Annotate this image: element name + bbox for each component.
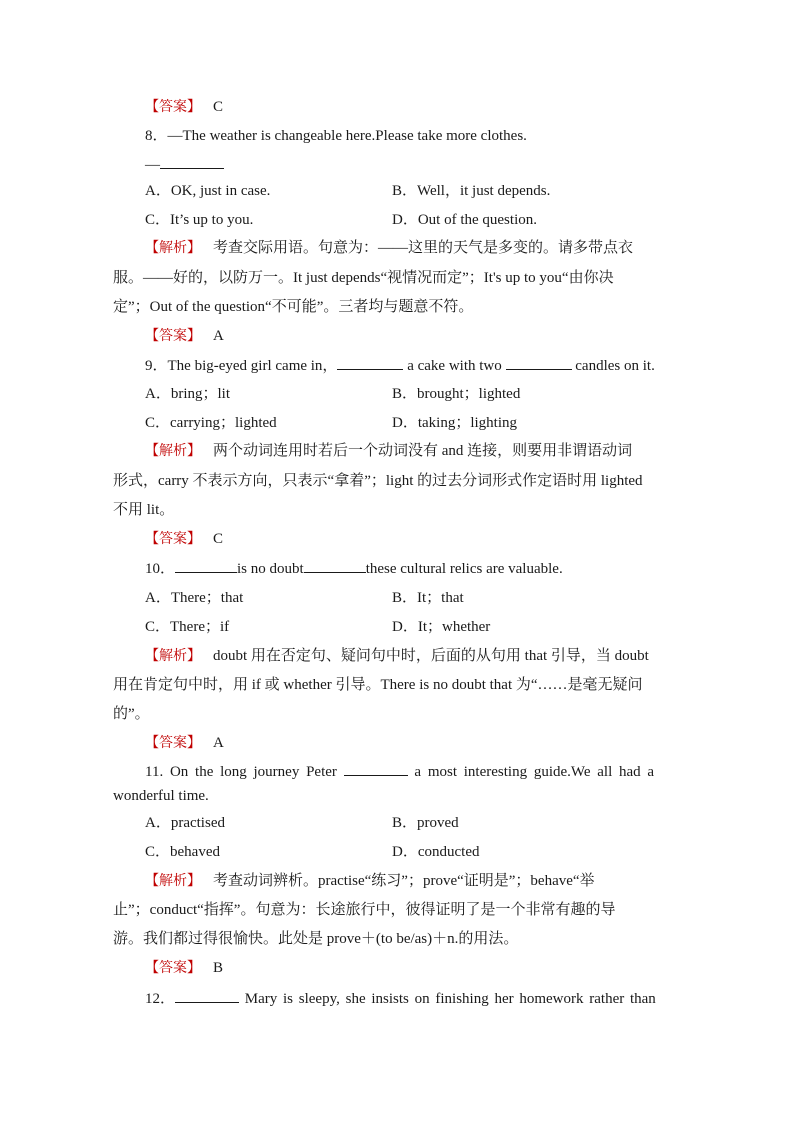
answer-blank xyxy=(506,355,572,370)
answer-blank xyxy=(175,988,239,1003)
option-c: C．There；if xyxy=(145,619,230,635)
analysis-text: 的”。 xyxy=(113,706,150,722)
question-12-stem xyxy=(145,988,681,1009)
stem-part: is no doubt xyxy=(237,561,304,577)
question-10-stem xyxy=(145,558,681,579)
reply-dash: — xyxy=(145,157,160,173)
analysis-text: 定”；Out of the question“不可能”。三者均与题意不符。 xyxy=(113,299,474,315)
answer-line xyxy=(145,97,681,117)
stem-part: 11. On the long journey Peter xyxy=(145,764,344,780)
answer-blank xyxy=(304,558,366,573)
answer-blank xyxy=(337,355,403,370)
answer-line xyxy=(145,733,681,753)
stem-part: candles on it. xyxy=(571,358,655,374)
option-a: A．practised xyxy=(145,815,225,831)
answer-tag: 【答案】 xyxy=(145,328,201,344)
analysis-line xyxy=(145,646,681,666)
option-a: A．bring；lit xyxy=(145,386,230,402)
stem-part: Mary is sleepy, she insists on finishing her homework rather than xyxy=(239,991,656,1007)
answer-tag: 【答案】 xyxy=(145,960,201,976)
answer-tag: 【答案】 xyxy=(145,531,201,547)
analysis-text: 考查交际用语。句意为：——这里的天气是多变的。请多带点衣 xyxy=(213,240,634,256)
option-d: D．Out of the question. xyxy=(392,212,537,228)
answer-value: C xyxy=(213,531,224,547)
analysis-text: 不用 lit。 xyxy=(113,502,175,518)
option-c: C．carrying；lighted xyxy=(145,415,277,431)
answer-tag: 【答案】 xyxy=(145,735,201,751)
option-c: C．behaved xyxy=(145,844,220,860)
analysis-text: 考查动词辨析。practise“练习”；prove“证明是”；behave“举 xyxy=(213,873,595,889)
stem-part: 10． xyxy=(145,561,176,577)
option-d: D．taking；lighting xyxy=(392,415,517,431)
option-b: B．brought；lighted xyxy=(392,386,521,402)
question-9-stem xyxy=(145,355,681,376)
stem-part: 9．The big-eyed girl came in， xyxy=(145,358,338,374)
answer-value: A xyxy=(213,735,224,751)
option-b: B．Well，it just depends. xyxy=(392,183,551,199)
analysis-line xyxy=(145,238,681,258)
analysis-text: 服。——好的，以防万一。It just depends“视情况而定”；It's up to you“由你决 xyxy=(113,270,614,286)
option-c: C．It’s up to you. xyxy=(145,212,254,228)
answer-line xyxy=(145,529,681,549)
analysis-text: doubt 用在否定句、疑问句中时，后面的从句用 that 引导，当 doubt xyxy=(213,648,649,664)
question-11-stem xyxy=(145,761,681,782)
analysis-text: 止”；conduct“指挥”。句意为：长途旅行中，彼得证明了是一个非常有趣的导 xyxy=(113,902,616,918)
option-d: D．conducted xyxy=(392,844,480,860)
answer-tag: 【答案】 xyxy=(145,99,201,115)
analysis-line xyxy=(145,871,681,891)
answer-value: B xyxy=(213,960,224,976)
answer-blank xyxy=(160,154,224,169)
analysis-text: 用在肯定句中时，用 if 或 whether 引导。There is no doubt that 为“……是毫无疑问 xyxy=(113,677,643,693)
analysis-tag: 【解析】 xyxy=(145,873,201,889)
question-8-stem: 8．—The weather is changeable here.Please take more clothes. xyxy=(145,128,527,144)
answer-line xyxy=(145,326,681,346)
stem-part: these cultural relics are valuable. xyxy=(365,561,563,577)
answer-blank xyxy=(175,558,237,573)
option-b: B．proved xyxy=(392,815,459,831)
option-d: D．It；whether xyxy=(392,619,491,635)
analysis-tag: 【解析】 xyxy=(145,648,201,664)
analysis-tag: 【解析】 xyxy=(145,443,201,459)
answer-value: C xyxy=(213,99,224,115)
stem-part: a cake with two xyxy=(403,358,506,374)
analysis-text: 两个动词连用时若后一个动词没有 and 连接，则要用非谓语动词 xyxy=(213,443,633,459)
answer-line xyxy=(145,958,681,978)
stem-part: a most interesting guide.We all had a xyxy=(407,764,655,780)
option-a: A．There；that xyxy=(145,590,244,606)
analysis-tag: 【解析】 xyxy=(145,240,201,256)
analysis-text: 形式，carry 不表示方向，只表示“拿着”；light 的过去分词形式作定语时用 lighted xyxy=(113,473,643,489)
option-a: A．OK, just in case. xyxy=(145,183,271,199)
question-11-stem-cont: wonderful time. xyxy=(113,788,209,804)
analysis-text: 游。我们都过得很愉快。此处是 prove＋(to be/as)＋n.的用法。 xyxy=(113,931,519,947)
question-8-reply xyxy=(145,154,681,175)
analysis-line xyxy=(145,441,681,461)
stem-part: 12． xyxy=(145,991,176,1007)
option-b: B．It；that xyxy=(392,590,464,606)
answer-blank xyxy=(344,761,408,776)
answer-value: A xyxy=(213,328,224,344)
